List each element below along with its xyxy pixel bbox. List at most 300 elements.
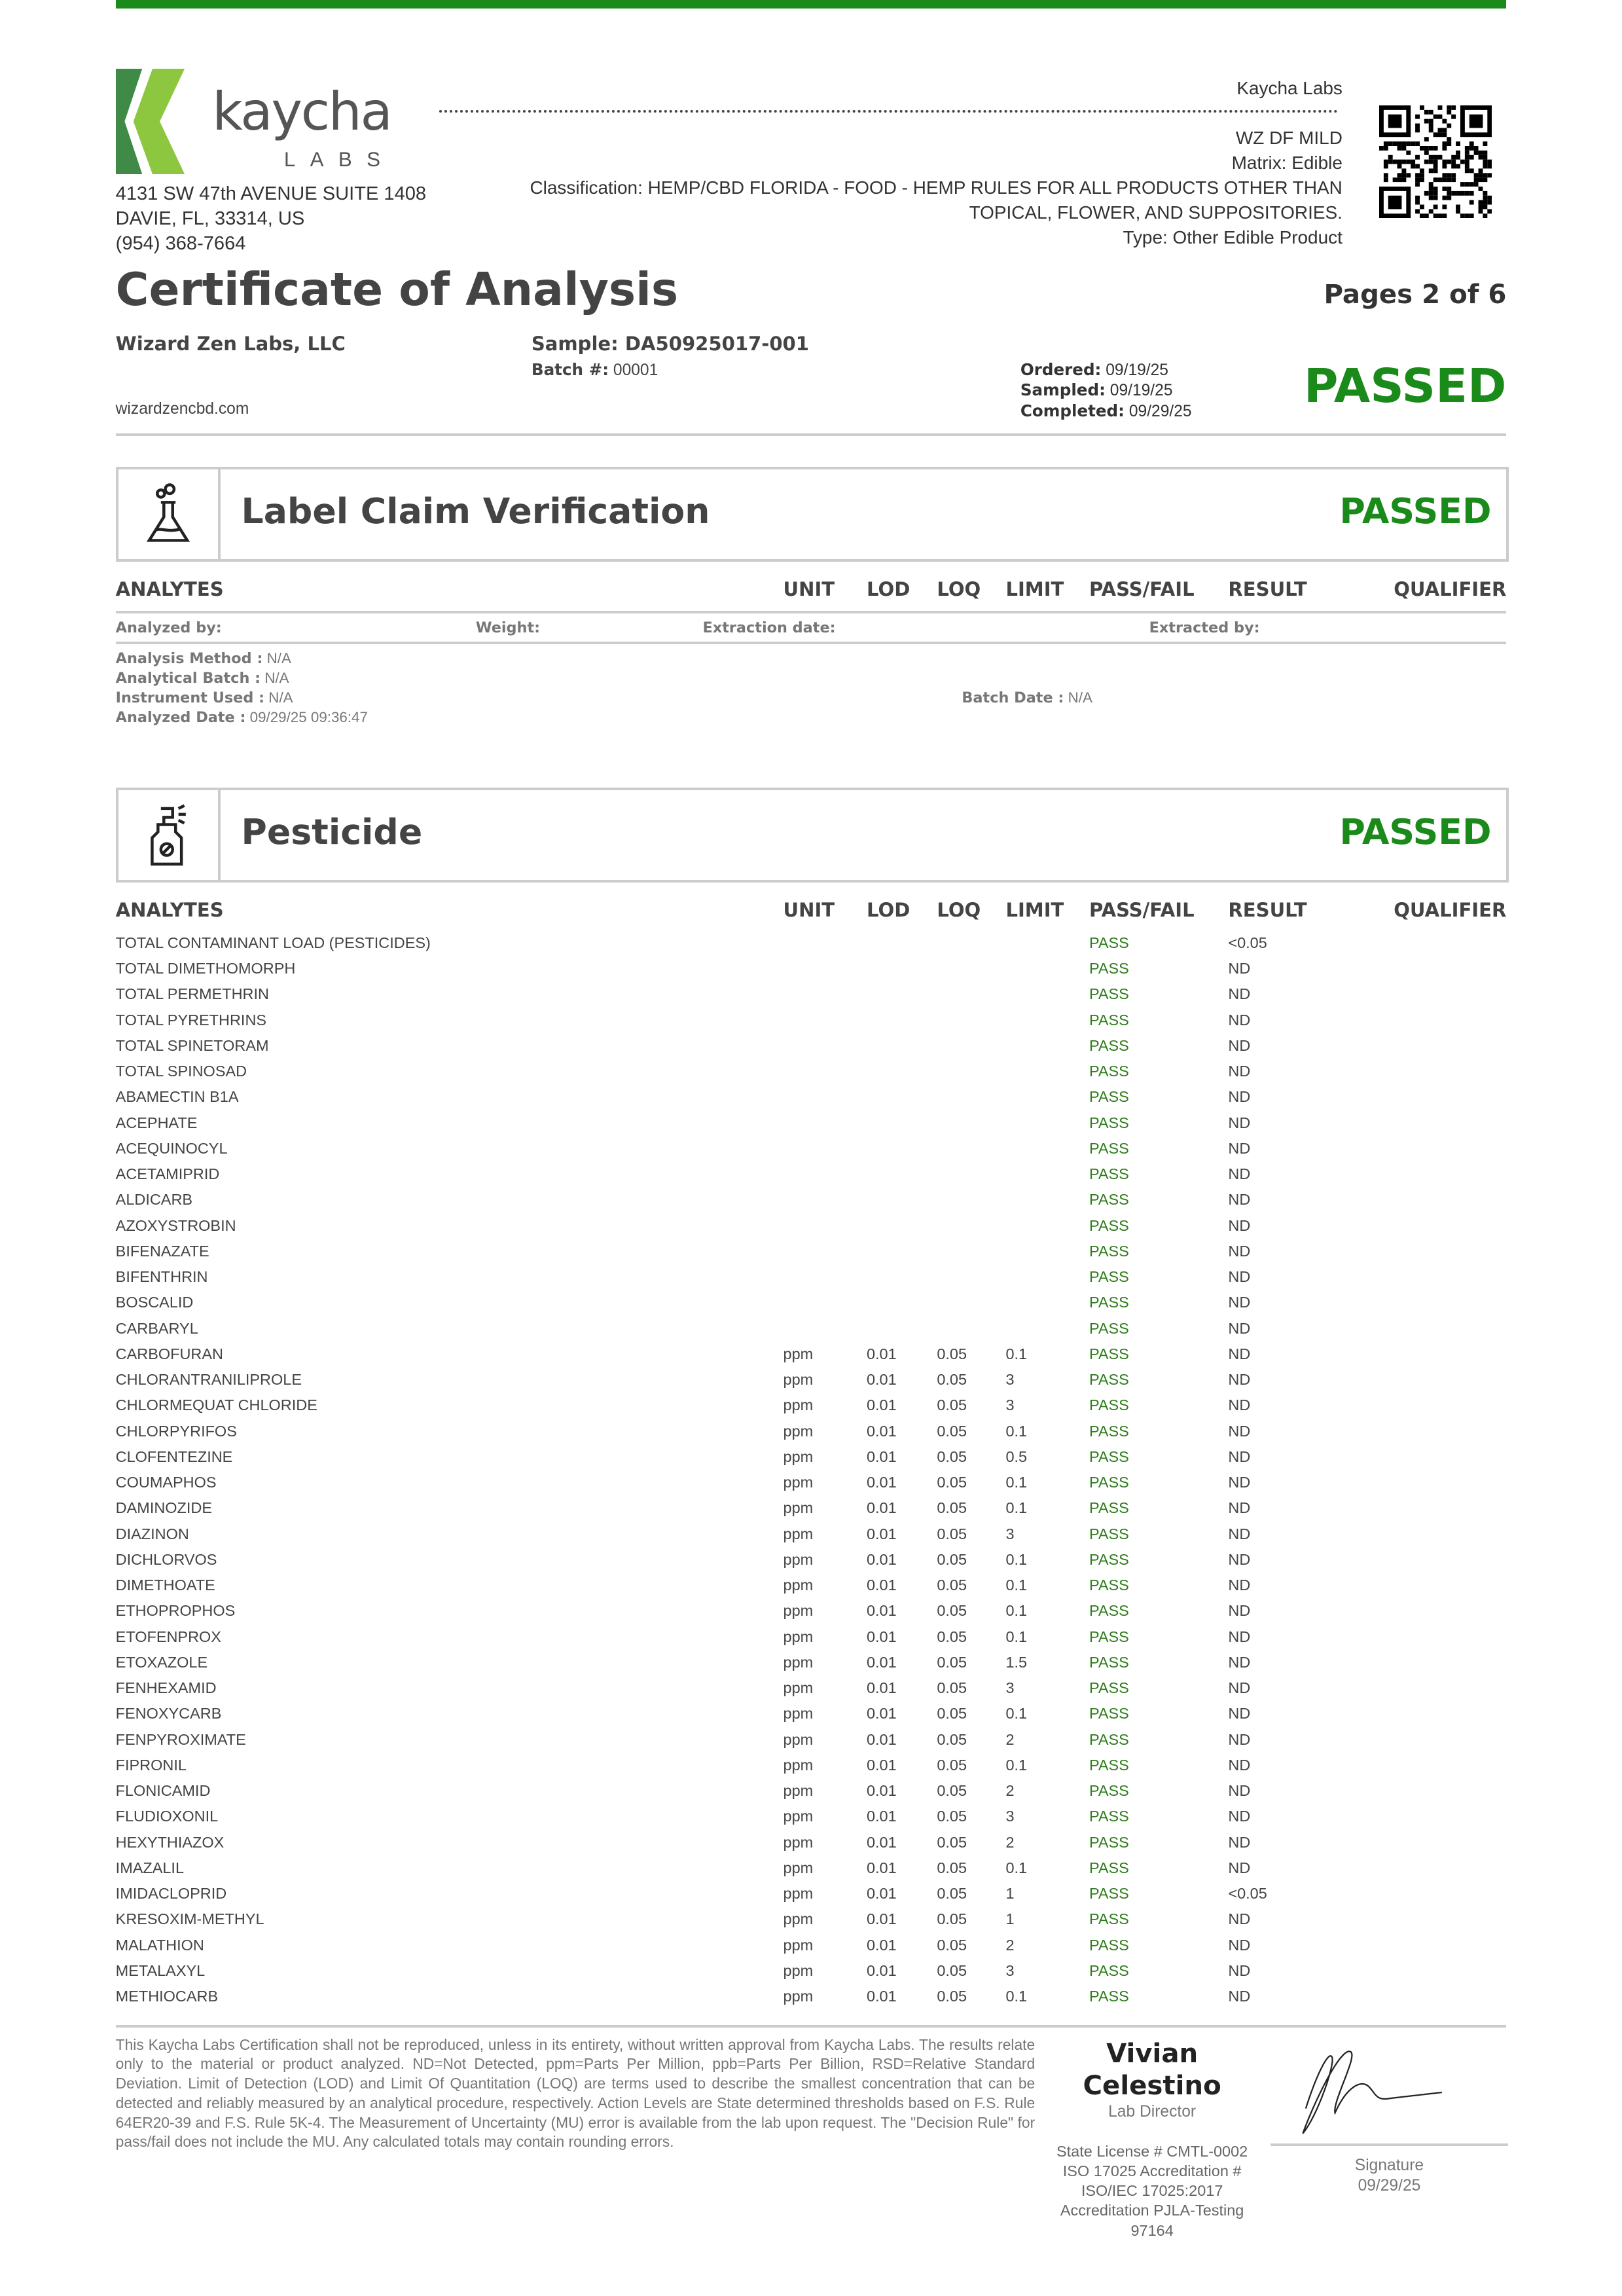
cell-name: CLOFENTEZINE [115, 1448, 233, 1465]
cell-lod: 0.01 [866, 1448, 897, 1465]
divider [116, 433, 1507, 436]
cell-passfail: PASS [1089, 1011, 1129, 1029]
cell-passfail: PASS [1089, 934, 1129, 951]
cell-loq: 0.05 [937, 1961, 967, 1979]
lab-address: 4131 SW 47th AVENUE SUITE 1408 DAVIE, FL, 33314, US (954) 368-7664 [115, 183, 427, 255]
product-info: WZ DF MILD Matrix: Edible Classification: HEMP/CBD FLORIDA - FOOD - HEMP RULES FOR ALL PRODUCTS OTHER THAN TOPICAL, FLOWER, AND SUPPOSITORIES. Type: Other Edible Product [530, 128, 1343, 248]
cell-passfail: PASS [1089, 985, 1129, 1003]
cell-lod: 0.01 [866, 1628, 897, 1645]
cell-loq: 0.05 [937, 1859, 967, 1876]
cell-result: ND [1228, 1165, 1251, 1183]
cell-loq: 0.05 [937, 1885, 967, 1903]
table-row [116, 1243, 1507, 1268]
table-row [116, 1628, 1507, 1654]
divider [116, 2025, 1507, 2028]
cell-unit: ppm [783, 1859, 814, 1876]
table-row [116, 1448, 1507, 1474]
cell-name: FENPYROXIMATE [115, 1730, 246, 1748]
cell-result: ND [1228, 1525, 1251, 1542]
cell-lod: 0.01 [866, 1576, 897, 1594]
cell-unit: ppm [783, 1474, 814, 1491]
page-title: Certificate of Analysis [115, 263, 679, 316]
table-row [116, 1474, 1507, 1499]
cell-loq: 0.05 [937, 1730, 967, 1748]
cell-result: ND [1228, 1679, 1251, 1697]
table-row [116, 1576, 1507, 1602]
divider [116, 642, 1507, 644]
table-row [116, 1937, 1507, 1962]
cell-limit: 0.1 [1005, 1550, 1028, 1568]
cell-limit: 3 [1005, 1525, 1015, 1542]
cell-lod: 0.01 [866, 1833, 897, 1851]
cell-limit: 2 [1005, 1782, 1015, 1800]
cell-lod: 0.01 [866, 1525, 897, 1542]
cell-result: ND [1228, 1114, 1251, 1131]
analysis-details: Analysis Method : N/A Analytical Batch : N/A Instrument Used : N/A Analyzed Date : 09/29/25 09:36:47 [115, 649, 368, 727]
cell-result: ND [1228, 1474, 1251, 1491]
cell-loq: 0.05 [937, 1422, 967, 1440]
column-header-passfail: PASS/FAIL [1089, 578, 1195, 601]
cell-name: ACEPHATE [115, 1114, 198, 1131]
cell-lod: 0.01 [866, 1679, 897, 1697]
cell-name: METHIOCARB [115, 1988, 219, 2005]
table-row [116, 1320, 1507, 1345]
cell-result: ND [1228, 1216, 1251, 1234]
table-row [116, 1654, 1507, 1679]
cell-limit: 0.1 [1005, 1756, 1028, 1774]
cell-loq: 0.05 [937, 1474, 967, 1491]
cell-result: ND [1228, 960, 1251, 977]
table-row [116, 1885, 1507, 1910]
cell-passfail: PASS [1089, 1139, 1129, 1157]
cell-passfail: PASS [1089, 1859, 1129, 1876]
cell-passfail: PASS [1089, 1114, 1129, 1131]
cell-name: TOTAL SPINOSAD [115, 1063, 247, 1080]
column-header-analytes: ANALYTES [115, 899, 224, 922]
cell-loq: 0.05 [937, 1988, 967, 2005]
cell-limit: 0.1 [1005, 1474, 1028, 1491]
cell-result: ND [1228, 1576, 1251, 1594]
table-row [116, 1011, 1507, 1037]
cell-name: TOTAL CONTAMINANT LOAD (PESTICIDES) [115, 934, 431, 951]
cell-passfail: PASS [1089, 1576, 1129, 1594]
cell-loq: 0.05 [937, 1705, 967, 1722]
table-row [116, 1859, 1507, 1885]
cell-unit: ppm [783, 1628, 814, 1645]
cell-passfail: PASS [1089, 1474, 1129, 1491]
column-header-passfail: PASS/FAIL [1089, 899, 1195, 922]
cell-unit: ppm [783, 1961, 814, 1979]
cell-passfail: PASS [1089, 1936, 1129, 1954]
cell-limit: 0.1 [1005, 1422, 1028, 1440]
cell-passfail: PASS [1089, 1550, 1129, 1568]
cell-loq: 0.05 [937, 1550, 967, 1568]
cell-unit: ppm [783, 1653, 814, 1671]
cell-result: ND [1228, 1499, 1251, 1517]
cell-limit: 0.1 [1005, 1628, 1028, 1645]
cell-unit: ppm [783, 1679, 814, 1697]
cell-unit: ppm [783, 1371, 814, 1389]
cell-result: ND [1228, 1705, 1251, 1722]
cell-lod: 0.01 [866, 1859, 897, 1876]
table-row [116, 1525, 1507, 1551]
cell-passfail: PASS [1089, 1988, 1129, 2005]
cell-loq: 0.05 [937, 1808, 967, 1825]
table-row [116, 1037, 1507, 1063]
table-row [116, 960, 1507, 985]
table-row [116, 1191, 1507, 1216]
cell-limit: 3 [1005, 1808, 1015, 1825]
cell-result: ND [1228, 1833, 1251, 1851]
cell-result: ND [1228, 1653, 1251, 1671]
cell-limit: 2 [1005, 1936, 1015, 1954]
cell-name: ACETAMIPRID [115, 1165, 220, 1183]
cell-limit: 0.1 [1005, 1345, 1028, 1362]
client-name: Wizard Zen Labs, LLC [115, 332, 346, 355]
cell-name: CHLORMEQUAT CHLORIDE [115, 1396, 317, 1414]
cell-lod: 0.01 [866, 1988, 897, 2005]
table-row [116, 1602, 1507, 1628]
cell-result: ND [1228, 1191, 1251, 1209]
cell-result: ND [1228, 1396, 1251, 1414]
cell-name: DICHLORVOS [115, 1550, 217, 1568]
cell-lod: 0.01 [866, 1808, 897, 1825]
table-row [116, 1834, 1507, 1859]
cell-passfail: PASS [1089, 1910, 1129, 1928]
table-row [116, 1165, 1507, 1191]
table-row [116, 1679, 1507, 1705]
cell-result: ND [1228, 1859, 1251, 1876]
cell-lod: 0.01 [866, 1653, 897, 1671]
signature-caption: Signature 09/29/25 [1354, 2157, 1424, 2195]
cell-limit: 3 [1005, 1371, 1015, 1389]
cell-loq: 0.05 [937, 1628, 967, 1645]
cell-passfail: PASS [1089, 1808, 1129, 1825]
column-header-limit: LIMIT [1005, 899, 1064, 922]
table-row [116, 985, 1507, 1011]
cell-name: ETOFENPROX [115, 1628, 221, 1645]
cell-lod: 0.01 [866, 1550, 897, 1568]
cell-name: DIMETHOATE [115, 1576, 215, 1594]
divider [116, 611, 1507, 613]
cell-name: ACEQUINOCYL [115, 1139, 228, 1157]
cell-passfail: PASS [1089, 1088, 1129, 1106]
cell-passfail: PASS [1089, 1602, 1129, 1620]
cell-limit: 0.1 [1005, 1576, 1028, 1594]
spray-bottle-icon [118, 790, 221, 879]
cell-loq: 0.05 [937, 1602, 967, 1620]
table-row [116, 934, 1507, 960]
cell-unit: ppm [783, 1705, 814, 1722]
cell-lod: 0.01 [866, 1422, 897, 1440]
cell-passfail: PASS [1089, 1063, 1129, 1080]
cell-name: FENHEXAMID [115, 1679, 217, 1697]
cell-name: METALAXYL [115, 1961, 206, 1979]
cell-loq: 0.05 [937, 1525, 967, 1542]
cell-passfail: PASS [1089, 1319, 1129, 1337]
cell-result: ND [1228, 1628, 1251, 1645]
cell-name: HEXYTHIAZOX [115, 1833, 225, 1851]
cell-unit: ppm [783, 1448, 814, 1465]
table-row [116, 1088, 1507, 1114]
column-header-limit: LIMIT [1005, 578, 1064, 601]
table-row [116, 1551, 1507, 1576]
cell-lod: 0.01 [866, 1910, 897, 1928]
cell-loq: 0.05 [937, 1833, 967, 1851]
cell-lod: 0.01 [866, 1602, 897, 1620]
kaycha-logo: kaycha LABS [116, 69, 408, 174]
cell-result: ND [1228, 1448, 1251, 1465]
cell-passfail: PASS [1089, 1396, 1129, 1414]
batch-number: Batch #: 00001 [531, 360, 658, 380]
cell-passfail: PASS [1089, 1961, 1129, 1979]
column-header-lod: LOD [867, 899, 910, 922]
table-row [116, 1988, 1507, 2013]
column-header-result: RESULT [1228, 899, 1307, 922]
cell-limit: 2 [1005, 1833, 1015, 1851]
cell-lod: 0.01 [866, 1371, 897, 1389]
cell-lod: 0.01 [866, 1961, 897, 1979]
cell-lod: 0.01 [866, 1345, 897, 1362]
cell-loq: 0.05 [937, 1910, 967, 1928]
column-header-lod: LOD [867, 578, 910, 601]
dotted-divider [439, 110, 1338, 113]
cell-lod: 0.01 [866, 1756, 897, 1774]
cell-unit: ppm [783, 1422, 814, 1440]
table-row [116, 1345, 1507, 1371]
cell-passfail: PASS [1089, 1730, 1129, 1748]
cell-result: ND [1228, 1756, 1251, 1774]
cell-loq: 0.05 [937, 1396, 967, 1414]
cell-lod: 0.01 [866, 1474, 897, 1491]
cell-name: IMIDACLOPRID [115, 1885, 227, 1903]
cell-name: ETHOPROPHOS [115, 1602, 236, 1620]
cell-unit: ppm [783, 1345, 814, 1362]
cell-loq: 0.05 [937, 1936, 967, 1954]
cell-passfail: PASS [1089, 1422, 1129, 1440]
cell-passfail: PASS [1089, 1294, 1129, 1311]
cell-name: CARBARYL [115, 1319, 198, 1337]
cell-unit: ppm [783, 1576, 814, 1594]
cell-passfail: PASS [1089, 1036, 1129, 1054]
cell-result: ND [1228, 1422, 1251, 1440]
cell-result: ND [1228, 1371, 1251, 1389]
cell-passfail: PASS [1089, 1242, 1129, 1260]
table-row [116, 1140, 1507, 1165]
table-row [116, 1217, 1507, 1243]
cell-name: CHLORANTRANILIPROLE [115, 1371, 302, 1389]
cell-name: DIAZINON [115, 1525, 189, 1542]
cell-limit: 3 [1005, 1396, 1015, 1414]
table-row [116, 1731, 1507, 1757]
cell-passfail: PASS [1089, 1165, 1129, 1183]
lab-director: Vivian Celestino Lab Director State License # CMTL-0002 ISO 17025 Accreditation # ISO/IEC 17025:2017 Accreditation PJLA-Testing 97164 [1056, 2039, 1248, 2239]
cell-loq: 0.05 [937, 1499, 967, 1517]
cell-passfail: PASS [1089, 1782, 1129, 1800]
cell-limit: 0.1 [1005, 1499, 1028, 1517]
table-row [116, 1499, 1507, 1525]
cell-lod: 0.01 [866, 1885, 897, 1903]
cell-lod: 0.01 [866, 1705, 897, 1722]
cell-unit: ppm [783, 1525, 814, 1542]
cell-result: ND [1228, 1550, 1251, 1568]
column-header-qualifier: QUALIFIER [1394, 578, 1507, 601]
cell-loq: 0.05 [937, 1782, 967, 1800]
analysis-info-row: Analyzed by: Weight: Extraction date: Extracted by: [115, 619, 1260, 636]
cell-loq: 0.05 [937, 1345, 967, 1362]
signature-line [1271, 2143, 1507, 2146]
table-row [116, 1423, 1507, 1448]
sample-id: Sample: DA50925017-001 [531, 332, 810, 355]
table-row [116, 1063, 1507, 1088]
page-count: Pages 2 of 6 [1324, 280, 1507, 310]
cell-result: ND [1228, 1011, 1251, 1029]
cell-limit: 2 [1005, 1730, 1015, 1748]
cell-loq: 0.05 [937, 1679, 967, 1697]
cell-loq: 0.05 [937, 1448, 967, 1465]
cell-result: ND [1228, 1910, 1251, 1928]
cell-passfail: PASS [1089, 1525, 1129, 1542]
cell-name: AZOXYSTROBIN [115, 1216, 236, 1234]
cell-passfail: PASS [1089, 1628, 1129, 1645]
qr-code[interactable] [1379, 105, 1492, 218]
flask-icon [118, 469, 221, 558]
signature-image [1288, 2043, 1493, 2145]
table-row [116, 1396, 1507, 1422]
cell-unit: ppm [783, 1808, 814, 1825]
table-row [116, 1910, 1507, 1936]
cell-result: ND [1228, 1063, 1251, 1080]
cell-limit: 1 [1005, 1910, 1015, 1928]
cell-passfail: PASS [1089, 1268, 1129, 1286]
column-header-result: RESULT [1228, 578, 1307, 601]
cell-name: BIFENAZATE [115, 1242, 209, 1260]
cell-passfail: PASS [1089, 1885, 1129, 1903]
cell-name: KRESOXIM-METHYL [115, 1910, 264, 1928]
cell-loq: 0.05 [937, 1371, 967, 1389]
cell-name: FIPRONIL [115, 1756, 187, 1774]
cell-lod: 0.01 [866, 1782, 897, 1800]
cell-result: ND [1228, 1294, 1251, 1311]
label-claim-section-header: Label Claim Verification PASSED [116, 467, 1509, 561]
cell-limit: 0.1 [1005, 1988, 1028, 2005]
cell-result: ND [1228, 1242, 1251, 1260]
cell-limit: 1.5 [1005, 1653, 1028, 1671]
cell-result: ND [1228, 1602, 1251, 1620]
cell-result: ND [1228, 1345, 1251, 1362]
cell-name: DAMINOZIDE [115, 1499, 213, 1517]
cell-name: TOTAL PERMETHRIN [115, 985, 269, 1003]
column-header-unit: UNIT [783, 899, 835, 922]
cell-unit: ppm [783, 1782, 814, 1800]
cell-limit: 0.1 [1005, 1602, 1028, 1620]
cell-passfail: PASS [1089, 1705, 1129, 1722]
column-header-qualifier: QUALIFIER [1394, 899, 1507, 922]
cell-unit: ppm [783, 1936, 814, 1954]
cell-unit: ppm [783, 1756, 814, 1774]
cell-passfail: PASS [1089, 1371, 1129, 1389]
cell-name: COUMAPHOS [115, 1474, 217, 1491]
table-row [116, 1782, 1507, 1808]
cell-passfail: PASS [1089, 1653, 1129, 1671]
column-header-unit: UNIT [783, 578, 835, 601]
cell-limit: 0.1 [1005, 1705, 1028, 1722]
cell-result: ND [1228, 1268, 1251, 1286]
top-accent-bar [116, 0, 1507, 9]
cell-result: ND [1228, 1319, 1251, 1337]
cell-passfail: PASS [1089, 960, 1129, 977]
dates: Ordered: 09/19/25 Sampled: 09/19/25 Completed: 09/29/25 [1020, 360, 1192, 420]
cell-loq: 0.05 [937, 1756, 967, 1774]
cell-name: TOTAL DIMETHOMORPH [115, 960, 296, 977]
cell-name: ALDICARB [115, 1191, 193, 1209]
cell-passfail: PASS [1089, 1345, 1129, 1362]
cell-result: ND [1228, 1808, 1251, 1825]
cell-name: BIFENTHRIN [115, 1268, 208, 1286]
cell-loq: 0.05 [937, 1653, 967, 1671]
lab-name: Kaycha Labs [1236, 78, 1343, 99]
cell-name: TOTAL SPINETORAM [115, 1036, 269, 1054]
cell-unit: ppm [783, 1550, 814, 1568]
client-website[interactable]: wizardzencbd.com [115, 399, 249, 418]
cell-passfail: PASS [1089, 1679, 1129, 1697]
cell-result: ND [1228, 1782, 1251, 1800]
batch-date: Batch Date : N/A [962, 689, 1092, 707]
disclaimer: This Kaycha Labs Certification shall not be reproduced, unless in its entirety, without written approval from Kaycha Labs. The results relate only to the material or product analyzed. ND=Not Detected, ppm=Parts Per Million, ppb=Parts Per Billion, RSD=Relative Standard Deviation. Limit of Detection (LOD) and Limit Of Quantitation (LOQ) are terms used to describe the smallest concentration that can be detected and reliably measured by an analytical procedure, respectively. Action Levels are State determined thresholds based on F.S. Rule 64ER20-39 and F.S. Rule 5K-4. The Measurement of Uncertainty (MU) error is available from the lab upon request. The "Decision Rule" for pass/fail does not include the MU. Any calculated totals may contain rounding errors. [115, 2035, 1036, 2151]
cell-limit: 3 [1005, 1961, 1015, 1979]
table-row [116, 1705, 1507, 1730]
cell-name: CHLORPYRIFOS [115, 1422, 237, 1440]
cell-name: BOSCALID [115, 1294, 194, 1311]
cell-limit: 3 [1005, 1679, 1015, 1697]
cell-lod: 0.01 [866, 1499, 897, 1517]
table-row [116, 1268, 1507, 1294]
cell-limit: 0.1 [1005, 1859, 1028, 1876]
cell-name: CARBOFURAN [115, 1345, 223, 1362]
cell-limit: 0.5 [1005, 1448, 1028, 1465]
cell-result: ND [1228, 985, 1251, 1003]
cell-result: <0.05 [1228, 934, 1267, 951]
cell-unit: ppm [783, 1833, 814, 1851]
cell-unit: ppm [783, 1885, 814, 1903]
cell-unit: ppm [783, 1730, 814, 1748]
cell-passfail: PASS [1089, 1191, 1129, 1209]
cell-name: IMAZALIL [115, 1859, 185, 1876]
cell-passfail: PASS [1089, 1756, 1129, 1774]
overall-status-badge: PASSED [1304, 358, 1507, 413]
cell-result: ND [1228, 1088, 1251, 1106]
cell-result: ND [1228, 1139, 1251, 1157]
column-header-loq: LOQ [937, 899, 981, 922]
cell-passfail: PASS [1089, 1833, 1129, 1851]
cell-unit: ppm [783, 1988, 814, 2005]
table-row [116, 1114, 1507, 1140]
table-row [116, 1962, 1507, 1988]
cell-name: FENOXYCARB [115, 1705, 222, 1722]
column-header-analytes: ANALYTES [115, 578, 224, 601]
cell-name: ETOXAZOLE [115, 1653, 208, 1671]
cell-name: TOTAL PYRETHRINS [115, 1011, 267, 1029]
cell-unit: ppm [783, 1602, 814, 1620]
cell-unit: ppm [783, 1499, 814, 1517]
pesticide-section-header: Pesticide PASSED [116, 788, 1509, 882]
table-row [116, 1808, 1507, 1833]
cell-limit: 1 [1005, 1885, 1015, 1903]
cell-lod: 0.01 [866, 1396, 897, 1414]
cell-unit: ppm [783, 1396, 814, 1414]
cell-lod: 0.01 [866, 1936, 897, 1954]
table-row [116, 1294, 1507, 1319]
